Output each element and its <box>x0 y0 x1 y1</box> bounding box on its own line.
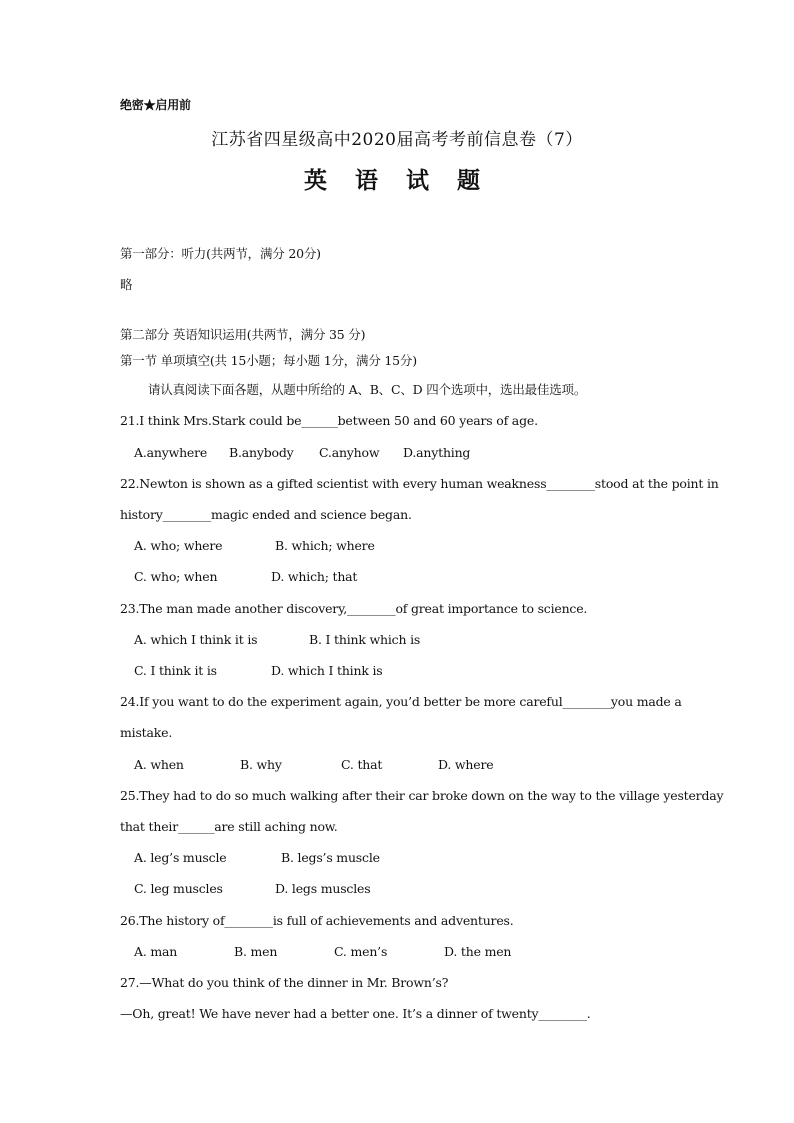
part2-heading: 第二部分 英语知识运用(共两节，满分 35 分) <box>120 327 366 342</box>
question-24-option-c: C. that <box>341 757 383 772</box>
question-26-option-d: D. the men <box>444 944 512 959</box>
question-25-stem-cont: that their______are still aching now. <box>120 819 338 834</box>
part1-heading: 第一部分：听力(共两节，满分 20分) <box>120 246 321 261</box>
question-21-option-b: B.anybody <box>229 445 294 460</box>
question-26-option-b: B. men <box>234 944 278 959</box>
question-22-option-a: A. who; where <box>134 538 223 553</box>
section1-heading: 第一节 单项填空(共 15小题；每小题 1分，满分 15分) <box>120 353 417 368</box>
instruction-text: 请认真阅读下面各题，从题中所给的 A、B、C、D 四个选项中，选出最佳选项。 <box>148 382 587 397</box>
question-25-option-d: D. legs muscles <box>275 881 371 896</box>
question-27-stem-cont: —Oh, great! We have never had a better one. It’s a dinner of twenty________. <box>120 1006 591 1021</box>
question-23-stem: 23.The man made another discovery,________of great importance to science. <box>120 601 588 616</box>
question-26-option-a: A. man <box>134 944 178 959</box>
question-27-stem: 27.—What do you think of the dinner in Mr. Brown’s? <box>120 975 449 990</box>
part1-note: 略 <box>120 277 133 292</box>
question-21-stem: 21.I think Mrs.Stark could be______between 50 and 60 years of age. <box>120 413 538 428</box>
question-22-stem-cont: history________magic ended and science began. <box>120 507 412 522</box>
question-26-option-c: C. men’s <box>334 944 388 959</box>
question-22-stem: 22.Newton is shown as a gifted scientist with every human weakness________stood at the point in <box>120 476 719 491</box>
question-23-option-b: B. I think which is <box>309 632 421 647</box>
question-22-option-b: B. which; where <box>275 538 375 553</box>
exam-title: 江苏省四星级高中2020届高考考前信息卷（7） <box>211 130 583 150</box>
question-24-option-a: A. when <box>134 757 184 772</box>
question-21-option-a: A.anywhere <box>134 445 208 460</box>
question-22-option-d: D. which; that <box>271 569 358 584</box>
question-25-stem: 25.They had to do so much walking after their car broke down on the way to the village yesterday <box>120 788 724 803</box>
question-22-option-c: C. who; when <box>134 569 218 584</box>
question-24-stem-cont: mistake. <box>120 725 173 740</box>
question-25-option-a: A. leg’s muscle <box>134 850 227 865</box>
question-25-option-b: B. legs’s muscle <box>281 850 380 865</box>
question-21-option-c: C.anyhow <box>319 445 380 460</box>
question-24-stem: 24.If you want to do the experiment again, you’d better be more careful________you made a <box>120 694 682 709</box>
question-24-option-d: D. where <box>438 757 494 772</box>
question-25-option-c: C. leg muscles <box>134 881 223 896</box>
question-23-option-a: A. which I think it is <box>134 632 258 647</box>
question-26-stem: 26.The history of________is full of achievements and adventures. <box>120 913 514 928</box>
question-21-option-d: D.anything <box>403 445 471 460</box>
question-24-option-b: B. why <box>240 757 282 772</box>
question-23-option-c: C. I think it is <box>134 663 217 678</box>
subject-title: 英 语 试 题 <box>303 167 491 194</box>
confidential-mark: 绝密★启用前 <box>120 98 191 112</box>
question-23-option-d: D. which I think is <box>271 663 383 678</box>
